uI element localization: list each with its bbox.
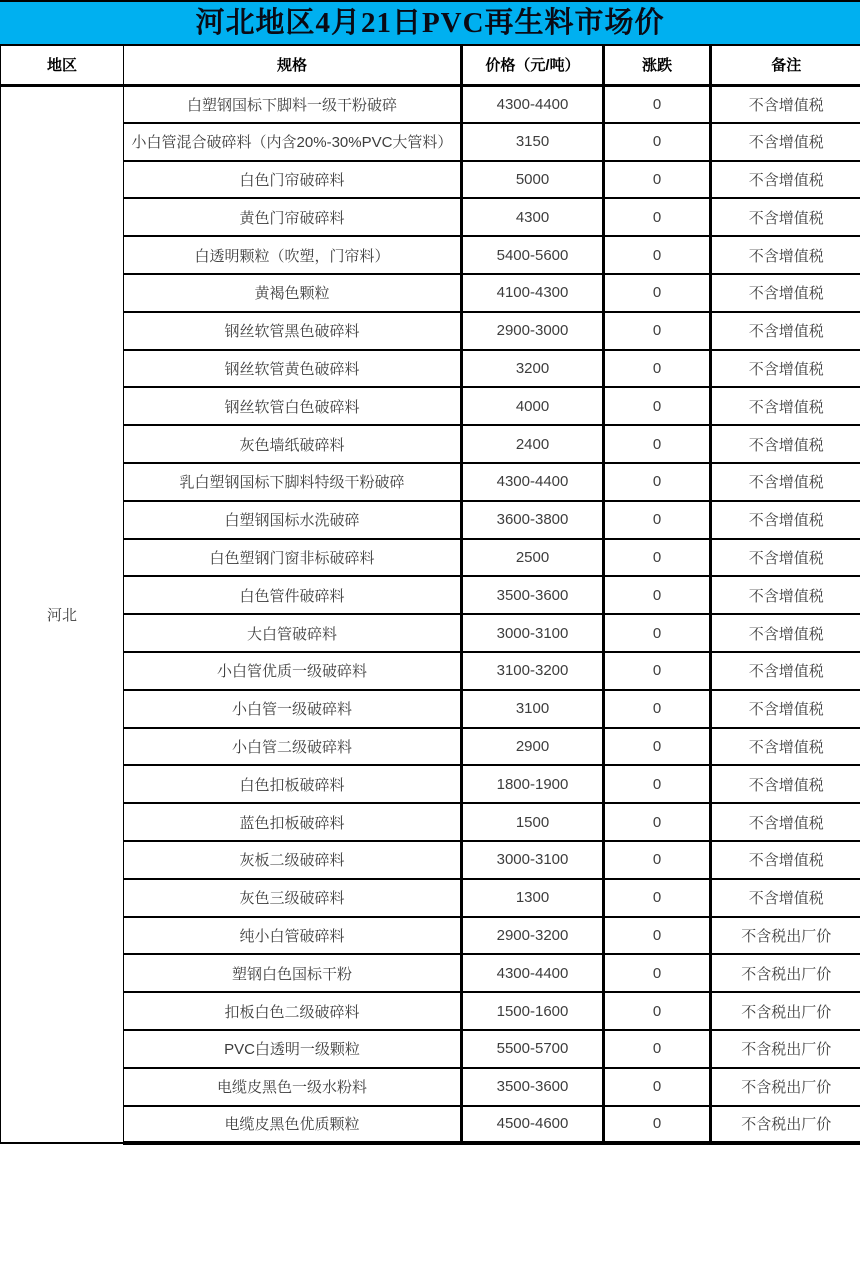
change-cell: 0 (604, 803, 711, 841)
change-cell: 0 (604, 236, 711, 274)
price-cell: 3100-3200 (462, 652, 604, 690)
spec-cell: 小白管优质一级破碎料 (124, 652, 462, 690)
note-cell: 不含增值税 (711, 198, 860, 236)
change-cell: 0 (604, 614, 711, 652)
price-cell: 5000 (462, 161, 604, 199)
price-cell: 3600-3800 (462, 501, 604, 539)
price-cell: 4300-4400 (462, 463, 604, 501)
price-cell: 1500-1600 (462, 992, 604, 1030)
change-cell: 0 (604, 728, 711, 766)
change-cell: 0 (604, 652, 711, 690)
price-cell: 4300-4400 (462, 954, 604, 992)
table-row (1, 123, 860, 161)
spec-cell: 电缆皮黑色一级水粉料 (124, 1068, 462, 1106)
table-row (1, 274, 860, 312)
title-bar (0, 0, 860, 44)
spec-cell: 灰板二级破碎料 (124, 841, 462, 879)
price-cell: 4500-4600 (462, 1106, 604, 1144)
note-cell: 不含增值税 (711, 274, 860, 312)
price-cell: 4000 (462, 387, 604, 425)
spec-cell: 白塑钢国标下脚料一级干粉破碎 (124, 85, 462, 123)
price-cell: 5500-5700 (462, 1030, 604, 1068)
table-row (1, 879, 860, 917)
header-row (1, 45, 860, 85)
note-cell: 不含增值税 (711, 350, 860, 388)
table-row (1, 1068, 860, 1106)
header-cell-change: 涨跌 (604, 45, 711, 85)
table-row (1, 1030, 860, 1068)
spec-cell: 乳白塑钢国标下脚料特级干粉破碎 (124, 463, 462, 501)
note-cell: 不含增值税 (711, 236, 860, 274)
table-row (1, 463, 860, 501)
price-cell: 1300 (462, 879, 604, 917)
table-row (1, 387, 860, 425)
spec-cell: 黄色门帘破碎料 (124, 198, 462, 236)
table-row (1, 85, 860, 123)
price-cell: 3500-3600 (462, 576, 604, 614)
table-row (1, 501, 860, 539)
change-cell: 0 (604, 274, 711, 312)
spec-cell: 白色塑钢门窗非标破碎料 (124, 539, 462, 577)
price-cell: 2900-3000 (462, 312, 604, 350)
change-cell: 0 (604, 1030, 711, 1068)
table-row (1, 690, 860, 728)
page-title: 河北地区4月21日PVC再生料市场价 (195, 6, 665, 39)
note-cell: 不含增值税 (711, 803, 860, 841)
price-cell: 2900 (462, 728, 604, 766)
change-cell: 0 (604, 425, 711, 463)
price-cell: 3000-3100 (462, 841, 604, 879)
change-cell: 0 (604, 992, 711, 1030)
spec-cell: 白色管件破碎料 (124, 576, 462, 614)
price-cell: 2400 (462, 425, 604, 463)
table-row (1, 765, 860, 803)
spec-cell: 白透明颗粒（吹塑，门帘料） (124, 236, 462, 274)
change-cell: 0 (604, 879, 711, 917)
spec-cell: 钢丝软管黄色破碎料 (124, 350, 462, 388)
header-cell-region: 地区 (1, 45, 124, 85)
note-cell: 不含增值税 (711, 539, 860, 577)
table-header (1, 45, 860, 85)
table-row (1, 1106, 860, 1144)
table-row (1, 992, 860, 1030)
note-cell: 不含增值税 (711, 576, 860, 614)
table-row (1, 198, 860, 236)
spec-cell: 蓝色扣板破碎料 (124, 803, 462, 841)
price-cell: 4300 (462, 198, 604, 236)
change-cell: 0 (604, 841, 711, 879)
table-row (1, 803, 860, 841)
change-cell: 0 (604, 85, 711, 123)
spec-cell: 白色门帘破碎料 (124, 161, 462, 199)
change-cell: 0 (604, 350, 711, 388)
change-cell: 0 (604, 198, 711, 236)
note-cell: 不含税出厂价 (711, 1106, 860, 1144)
table-body (1, 85, 860, 1143)
change-cell: 0 (604, 501, 711, 539)
price-table (0, 44, 860, 1145)
table-row (1, 161, 860, 199)
header-cell-price: 价格（元/吨） (462, 45, 604, 85)
spec-cell: 黄褐色颗粒 (124, 274, 462, 312)
region-cell: 河北 (1, 85, 124, 1143)
spec-cell: 白色扣板破碎料 (124, 765, 462, 803)
change-cell: 0 (604, 463, 711, 501)
note-cell: 不含增值税 (711, 387, 860, 425)
price-cell: 5400-5600 (462, 236, 604, 274)
spec-cell: 白塑钢国标水洗破碎 (124, 501, 462, 539)
price-cell: 2900-3200 (462, 917, 604, 955)
note-cell: 不含增值税 (711, 879, 860, 917)
note-cell: 不含增值税 (711, 123, 860, 161)
price-cell: 3000-3100 (462, 614, 604, 652)
spec-cell: 扣板白色二级破碎料 (124, 992, 462, 1030)
spec-cell: 电缆皮黑色优质颗粒 (124, 1106, 462, 1144)
note-cell: 不含增值税 (711, 652, 860, 690)
spec-cell: 小白管混合破碎料（内含20%-30%PVC大管料） (124, 123, 462, 161)
table-row (1, 539, 860, 577)
note-cell: 不含增值税 (711, 728, 860, 766)
spec-cell: 大白管破碎料 (124, 614, 462, 652)
change-cell: 0 (604, 765, 711, 803)
table-row (1, 728, 860, 766)
note-cell: 不含税出厂价 (711, 1068, 860, 1106)
table-row (1, 425, 860, 463)
change-cell: 0 (604, 387, 711, 425)
price-cell: 3100 (462, 690, 604, 728)
change-cell: 0 (604, 123, 711, 161)
table-row (1, 576, 860, 614)
price-cell: 3500-3600 (462, 1068, 604, 1106)
note-cell: 不含增值税 (711, 85, 860, 123)
note-cell: 不含增值税 (711, 501, 860, 539)
note-cell: 不含增值税 (711, 312, 860, 350)
change-cell: 0 (604, 539, 711, 577)
table-row (1, 917, 860, 955)
note-cell: 不含税出厂价 (711, 1030, 860, 1068)
change-cell: 0 (604, 161, 711, 199)
change-cell: 0 (604, 954, 711, 992)
spec-cell: 纯小白管破碎料 (124, 917, 462, 955)
spec-cell: 塑钢白色国标干粉 (124, 954, 462, 992)
price-cell: 3150 (462, 123, 604, 161)
header-cell-spec: 规格 (124, 45, 462, 85)
note-cell: 不含增值税 (711, 463, 860, 501)
note-cell: 不含税出厂价 (711, 992, 860, 1030)
change-cell: 0 (604, 576, 711, 614)
table-row (1, 236, 860, 274)
table-row (1, 312, 860, 350)
price-cell: 1500 (462, 803, 604, 841)
price-cell: 4100-4300 (462, 274, 604, 312)
spec-cell: 灰色墙纸破碎料 (124, 425, 462, 463)
spec-cell: PVC白透明一级颗粒 (124, 1030, 462, 1068)
table-row (1, 841, 860, 879)
note-cell: 不含增值税 (711, 161, 860, 199)
spec-cell: 钢丝软管白色破碎料 (124, 387, 462, 425)
note-cell: 不含增值税 (711, 841, 860, 879)
price-cell: 1800-1900 (462, 765, 604, 803)
change-cell: 0 (604, 1106, 711, 1144)
note-cell: 不含税出厂价 (711, 917, 860, 955)
price-cell: 3200 (462, 350, 604, 388)
note-cell: 不含增值税 (711, 690, 860, 728)
table-row (1, 652, 860, 690)
note-cell: 不含增值税 (711, 614, 860, 652)
price-cell: 4300-4400 (462, 85, 604, 123)
change-cell: 0 (604, 917, 711, 955)
table-row (1, 350, 860, 388)
note-cell: 不含增值税 (711, 425, 860, 463)
price-cell: 2500 (462, 539, 604, 577)
note-cell: 不含税出厂价 (711, 954, 860, 992)
header-cell-note: 备注 (711, 45, 860, 85)
spec-cell: 钢丝软管黑色破碎料 (124, 312, 462, 350)
spec-cell: 灰色三级破碎料 (124, 879, 462, 917)
change-cell: 0 (604, 690, 711, 728)
change-cell: 0 (604, 312, 711, 350)
spec-cell: 小白管二级破碎料 (124, 728, 462, 766)
spec-cell: 小白管一级破碎料 (124, 690, 462, 728)
table-row (1, 954, 860, 992)
change-cell: 0 (604, 1068, 711, 1106)
note-cell: 不含增值税 (711, 765, 860, 803)
table-row (1, 614, 860, 652)
